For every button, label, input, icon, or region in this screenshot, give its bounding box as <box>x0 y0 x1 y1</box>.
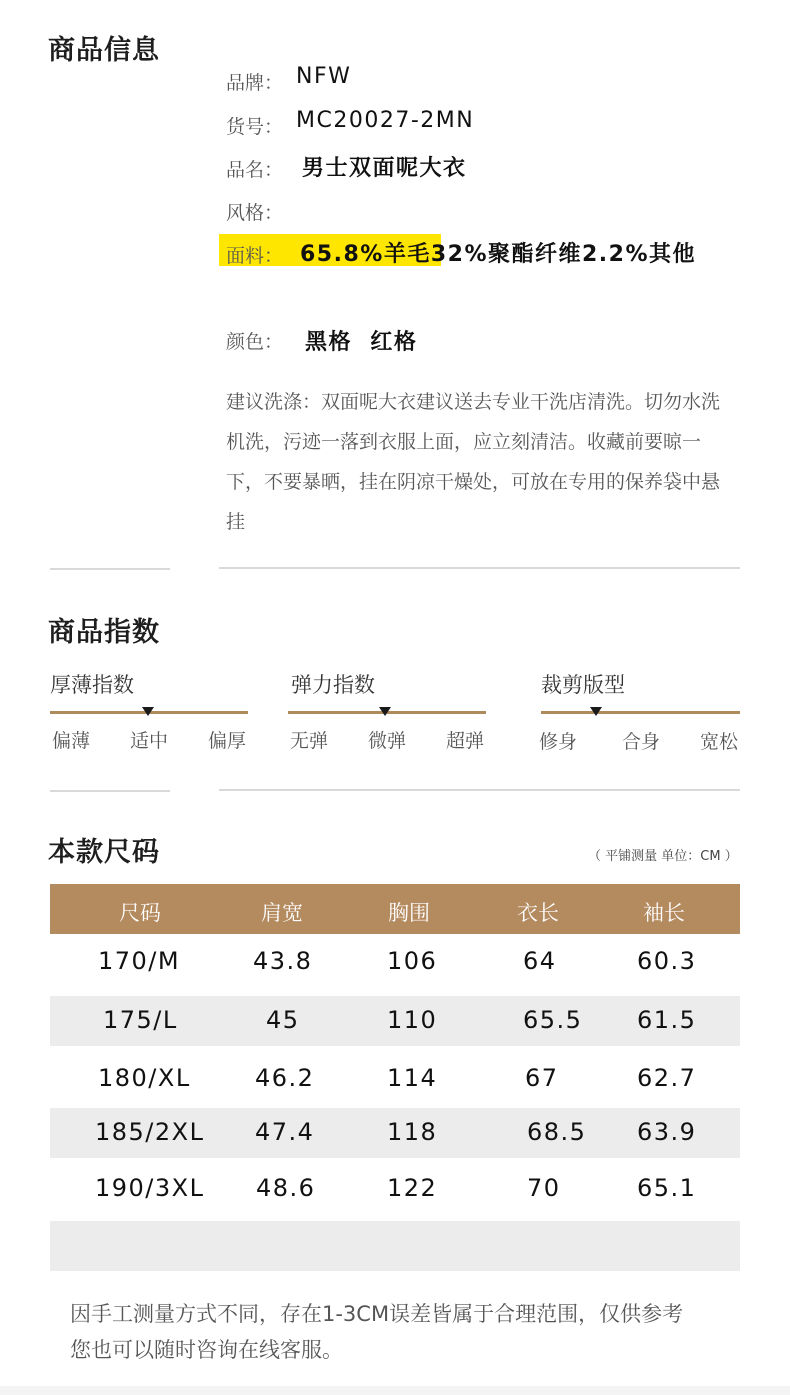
code-label: 货号： <box>226 116 284 138</box>
section-title-product-index: 商品指数 <box>48 617 160 648</box>
index-title-fit: 裁剪版型 <box>541 673 625 697</box>
table-cell-size: 180/XL <box>98 1064 191 1092</box>
fabric-value-rest: 2%聚酯纤维2.2%其他 <box>447 242 697 267</box>
table-cell-sleeve: 60.3 <box>637 947 697 975</box>
fabric-value <box>300 237 696 268</box>
wash-instructions: 建议洗涤：双面呢大衣建议送去专业干洗店清洗。切勿水洗机洗，污迹一落到衣服上面，应立刻清洁。收藏前要晾一下，不要暴晒，挂在阴凉干燥处，可放在专用的保养袋中悬挂 <box>226 391 721 533</box>
color-value: 黑格 红格 <box>305 330 418 355</box>
table-cell-length: 67 <box>525 1064 559 1092</box>
table-cell-sleeve: 61.5 <box>637 1006 697 1034</box>
divider-short-2 <box>50 790 170 792</box>
size-header-shoulder: 肩宽 <box>261 901 303 925</box>
index-option-regular: 合身 <box>622 731 661 753</box>
index-option-super-stretch: 超弹 <box>446 730 485 752</box>
table-cell-shoulder: 46.2 <box>255 1064 315 1092</box>
size-header-size: 尺码 <box>119 901 161 925</box>
index-option-thick: 偏厚 <box>208 730 247 752</box>
index-marker-elasticity <box>379 707 391 716</box>
size-chart-note: （ 平铺测量 单位：CM ） <box>588 849 738 864</box>
divider-long <box>219 567 740 569</box>
brand-label: 品牌： <box>226 72 284 94</box>
table-cell-size: 185/2XL <box>95 1118 205 1146</box>
table-cell-size: 175/L <box>103 1006 178 1034</box>
style-label: 风格： <box>226 202 284 224</box>
index-option-no-stretch: 无弹 <box>290 730 329 752</box>
table-cell-sleeve: 65.1 <box>637 1174 697 1202</box>
index-option-loose: 宽松 <box>700 731 739 753</box>
section-title-size-chart: 本款尺码 <box>48 837 160 868</box>
table-row-bg-empty <box>50 1221 740 1271</box>
name-value: 男士双面呢大衣 <box>302 156 467 181</box>
divider-short <box>50 568 170 570</box>
divider-long-2 <box>219 789 740 791</box>
table-cell-size: 170/M <box>98 947 181 975</box>
table-cell-chest: 110 <box>387 1006 438 1034</box>
table-cell-shoulder: 45 <box>266 1006 300 1034</box>
table-cell-sleeve: 63.9 <box>637 1118 697 1146</box>
table-cell-shoulder: 47.4 <box>255 1118 315 1146</box>
index-title-elasticity: 弹力指数 <box>291 673 375 697</box>
footer-line-1: 因手工测量方式不同，存在1-3CM误差皆属于合理范围，仅供参考 <box>70 1302 684 1326</box>
size-header-sleeve: 袖长 <box>643 901 685 925</box>
index-bar-fit <box>541 711 740 714</box>
table-cell-length: 70 <box>527 1174 561 1202</box>
table-cell-length: 64 <box>523 947 557 975</box>
index-marker-thickness <box>142 707 154 716</box>
index-option-slim: 修身 <box>539 731 578 753</box>
name-label: 品名： <box>226 159 284 181</box>
table-cell-chest: 106 <box>387 947 438 975</box>
table-cell-size: 190/3XL <box>95 1174 205 1202</box>
table-cell-chest: 122 <box>387 1174 438 1202</box>
table-cell-length: 65.5 <box>523 1006 583 1034</box>
index-title-thickness: 厚薄指数 <box>50 673 134 697</box>
table-cell-chest: 118 <box>387 1118 438 1146</box>
fabric-label: 面料： <box>226 245 284 267</box>
table-cell-length: 68.5 <box>527 1118 587 1146</box>
index-marker-fit <box>590 707 602 716</box>
code-value: MC20027-2MN <box>296 108 475 133</box>
fabric-value-highlighted: 65.8%羊毛3 <box>300 242 448 267</box>
size-header-length: 衣长 <box>517 901 559 925</box>
color-label: 颜色： <box>226 331 284 353</box>
table-cell-shoulder: 43.8 <box>253 947 313 975</box>
index-option-slight-stretch: 微弹 <box>368 730 407 752</box>
index-option-medium: 适中 <box>130 730 169 752</box>
size-header-chest: 胸围 <box>388 901 430 925</box>
footer-line-2: 您也可以随时咨询在线客服。 <box>70 1338 343 1362</box>
bottom-strip <box>0 1386 790 1395</box>
table-cell-shoulder: 48.6 <box>256 1174 316 1202</box>
index-option-thin: 偏薄 <box>52 730 91 752</box>
section-title-product-info: 商品信息 <box>48 35 160 66</box>
table-cell-sleeve: 62.7 <box>637 1064 697 1092</box>
brand-value: NFW <box>296 64 352 89</box>
table-cell-chest: 114 <box>387 1064 438 1092</box>
